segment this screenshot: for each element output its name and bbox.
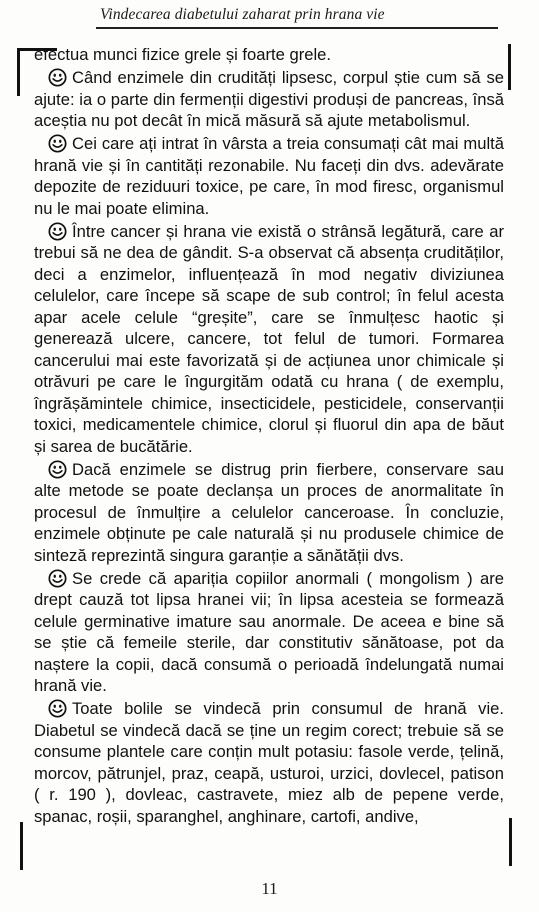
smiley-icon: [48, 699, 67, 718]
page-number: 11: [261, 879, 278, 898]
paragraph: [34, 44, 504, 66]
header-rule: [96, 27, 498, 29]
paragraph-text: efectua munci fizice grele și foarte grele.: [34, 45, 331, 64]
paragraph-text: Când enzimele din crudități lipsesc, corpul știe cum să se ajute: ia o parte din fermenții digestivi produși de pancreas, însă aceștia nu pot decât în mică măsură să ajute metabolismul.: [34, 68, 504, 130]
paragraph: [34, 67, 504, 132]
paragraph: [34, 459, 504, 567]
paragraph-text: Dacă enzimele se distrug prin fierbere, conservare sau alte metode se poate declanșa un proces de anormalitate în procesul de înmulțire a celulelor canceroase. În concluzie, enzimele obținute pe cale naturală și nu produsele chimice de sinteză reprezintă singura garanție a sănătății dvs.: [34, 459, 504, 565]
paragraph-text: Cei care ați intrat în vârsta a treia consumați cât mai multă hrană vie și în cantități rezonabile. Nu faceți din dvs. adevărate depozite de reziduuri toxice, pe care, în mod firesc, organismul nu le mai poate elimina.: [34, 134, 504, 218]
paragraph: [34, 133, 504, 219]
paragraph-text: Între cancer și hrana vie există o strânsă legătură, care ar trebui să ne dea de gândit. S-a observat că absența crudităților, deci a enzimelor, influențează în mod negativ diviziunea celulelor, care începe să scape de sub control; în felul acesta apar acele celule “greșite”, care se înmulțesc haotic și generează ulcere, cancere, tot felul de tumori. Formarea cancerului mai este favorizată și de acțiunea unor chimicale și otrăvuri pe care le îngurgităm odată cu hrana ( de exemplu, îngrășămintele chimice, insecticidele, pesticidele, conservanții toxici, medicamentele chimice, clorul și fluorul din apa de băut și sarea de bucătărie.: [34, 221, 504, 456]
smiley-icon: [48, 569, 67, 588]
smiley-icon: [48, 222, 67, 241]
paragraph: [34, 221, 504, 458]
smiley-icon: [48, 68, 67, 87]
corner-mark-bottom-left: [20, 822, 23, 870]
corner-mark-top-left: [17, 48, 20, 96]
running-header: Vindecarea diabetului zaharat prin hrana vie: [100, 6, 385, 23]
smiley-icon: [48, 134, 67, 153]
paragraph: [34, 698, 504, 827]
body-text: [34, 44, 504, 829]
paragraph-text: Toate bolile se vindecă prin consumul de hrană vie. Diabetul se vindecă dacă se ține un regim corect; trebuie să se consume plantele care conțin mult potasiu: fasole verde, țelină, morcov, pătrunjel, praz, ceapă, usturoi, urzici, dovlecel, patison ( r. 190 ), dovleac, castravete, miez alb de pepene verde, spanac, roșii, sparanghel, anghinare, cartofi, andive,: [34, 699, 504, 826]
paragraph: [34, 568, 504, 697]
smiley-icon: [48, 460, 67, 479]
corner-mark-top-right: [508, 44, 511, 90]
corner-mark-bottom-right: [509, 818, 512, 866]
paragraph-text: Se crede că apariția copiilor anormali ( mongolism ) are drept cauză tot lipsa hranei vii; în lipsa acesteia se formează celule germinative imature sau anormale. De aceea e bine să se știe că femeile sterile, dar constitutiv sănătoase, pot da naștere la copii, dacă consumă o perioadă îndelungată numai hrană vie.: [34, 568, 504, 695]
